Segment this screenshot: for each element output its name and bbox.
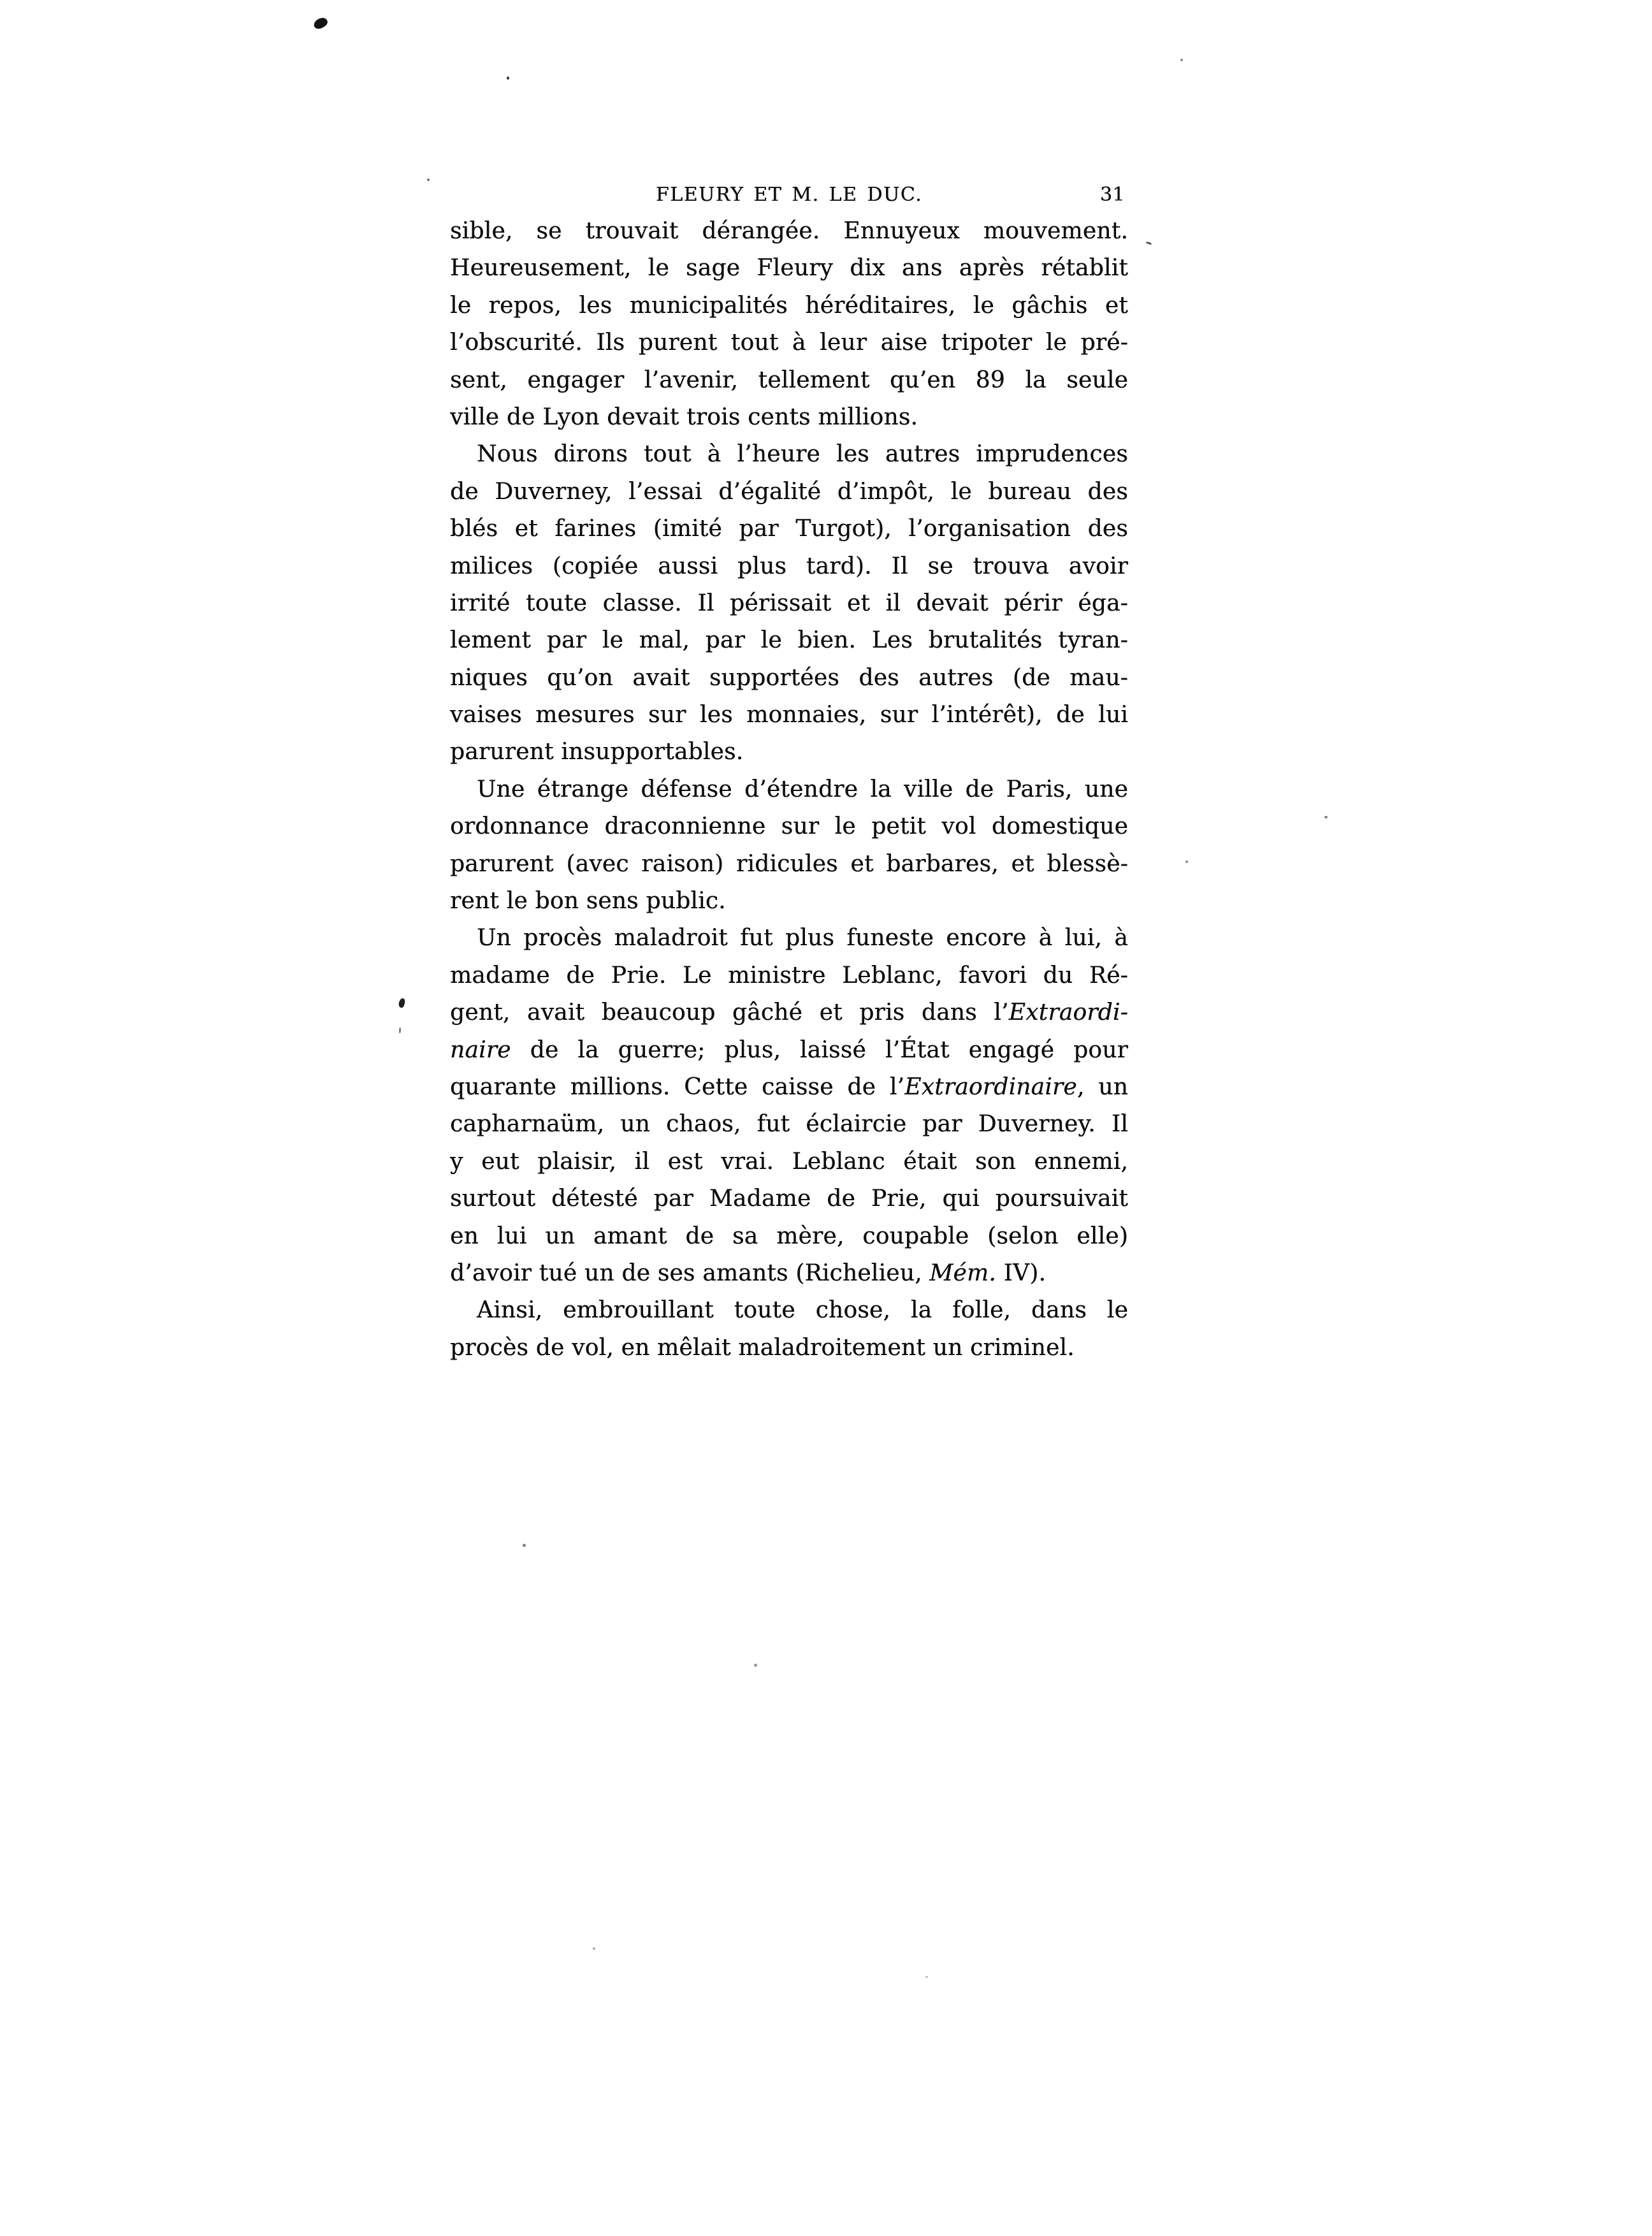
text-line	[450, 994, 1128, 1031]
text-line	[450, 1069, 1128, 1106]
text-segment: Ainsi, embrouillant toute chose, la folle, dans le	[477, 1297, 1128, 1324]
text-segment: vaises mesures sur les monnaies, sur l’intérêt), de lui	[450, 702, 1128, 729]
text-segment: surtout détesté par Madame de Prie, qui poursuivait	[450, 1186, 1128, 1212]
ink-speck	[925, 1976, 928, 1978]
ink-speck	[1185, 860, 1188, 863]
text-segment: Un procès maladroit fut plus funeste encore à lui, à	[477, 925, 1128, 952]
text-line	[450, 436, 1128, 473]
text-segment: IV).	[996, 1260, 1047, 1286]
text-line	[450, 808, 1128, 845]
running-title: FLEURY ET M. LE DUC.	[655, 184, 923, 206]
text-segment: capharnaüm, un chaos, fut éclaircie par Duverney. Il	[450, 1111, 1128, 1138]
text-line	[450, 1106, 1128, 1143]
text-line	[450, 324, 1128, 361]
text-line	[450, 1032, 1128, 1069]
text-line	[450, 399, 1128, 436]
text-segment: niques qu’on avait supportées des autres (de mau-	[450, 664, 1128, 691]
ink-speck	[312, 15, 330, 31]
text-line	[450, 771, 1128, 808]
text-line	[450, 957, 1128, 994]
text-line	[450, 697, 1128, 734]
text-segment: l’obscurité. Ils purent tout à leur aise tripoter le pré-	[450, 330, 1128, 356]
text-line	[450, 287, 1128, 324]
text-line	[450, 1255, 1128, 1292]
text-segment: Nous dirons tout à l’heure les autres imprudences	[477, 441, 1128, 468]
text-segment: y eut plaisir, il est vrai. Leblanc était son ennemi,	[450, 1148, 1128, 1175]
text-segment: gent, avait beaucoup gâché et pris dans l’	[450, 999, 1009, 1026]
body-text	[450, 213, 1128, 1367]
text-line	[450, 883, 1128, 920]
ink-speck	[1146, 242, 1152, 245]
text-line	[450, 660, 1128, 697]
text-line	[450, 846, 1128, 883]
page-number: 31	[1099, 184, 1125, 206]
ink-speck	[593, 1947, 595, 1950]
text-segment: Une étrange défense d’étendre la ville de Paris, une	[477, 776, 1128, 802]
text-segment: rent le bon sens public.	[450, 888, 726, 915]
text-segment: parurent insupportables.	[450, 739, 744, 766]
text-segment: milices (copiée aussi plus tard). Il se trouva avoir	[450, 553, 1128, 579]
text-line	[450, 622, 1128, 659]
page-header	[450, 184, 1128, 210]
text-segment: lement par le mal, par le bien. Les brutalités tyran-	[450, 627, 1128, 654]
ink-speck	[754, 1664, 757, 1667]
text-line	[450, 548, 1128, 585]
text-line	[450, 1330, 1128, 1367]
ink-speck	[1324, 816, 1328, 818]
text-segment: , un	[1076, 1073, 1129, 1100]
ink-speck	[507, 76, 509, 80]
ink-speck	[427, 178, 430, 181]
italic-text-segment: Extraordinaire	[904, 1073, 1077, 1100]
text-segment: ville de Lyon devait trois cents millions.	[450, 403, 918, 430]
text-line	[450, 1143, 1128, 1180]
text-line	[450, 1292, 1128, 1329]
text-line	[450, 1218, 1128, 1255]
text-segment: blés et farines (imité par Turgot), l’organisation des	[450, 516, 1128, 542]
ink-speck	[523, 1544, 526, 1547]
text-line	[450, 213, 1128, 250]
text-segment: parurent (avec raison) ridicules et barbares, et blessè-	[450, 850, 1128, 877]
text-line	[450, 734, 1128, 771]
italic-text-segment: Mém.	[929, 1260, 996, 1286]
ink-speck	[398, 998, 405, 1008]
text-segment: sible, se trouvait dérangée. Ennuyeux mouvement.	[450, 218, 1128, 244]
text-segment: d’avoir tué un de ses amants (Richelieu,	[450, 1260, 930, 1286]
text-segment: le repos, les municipalités héréditaires, le gâchis et	[450, 292, 1128, 319]
text-line	[450, 474, 1128, 511]
text-segment: de la guerre; plus, laissé l’État engagé pour	[511, 1036, 1128, 1063]
text-segment: quarante millions. Cette caisse de l’	[450, 1073, 905, 1100]
text-line	[450, 585, 1128, 622]
text-segment: procès de vol, en mêlait maladroitement un criminel.	[450, 1334, 1075, 1361]
text-line	[450, 511, 1128, 548]
text-segment: sent, engager l’avenir, tellement qu’en 89 la seule	[450, 367, 1128, 393]
text-line	[450, 362, 1128, 399]
text-line	[450, 250, 1128, 287]
ink-speck	[1180, 59, 1183, 61]
text-line	[450, 920, 1128, 957]
text-segment: en lui un amant de sa mère, coupable (selon elle)	[450, 1223, 1128, 1249]
italic-text-segment: naire	[450, 1036, 511, 1063]
text-segment: madame de Prie. Le ministre Leblanc, favori du Ré-	[450, 962, 1128, 989]
text-segment: irrité toute classe. Il périssait et il devait périr éga-	[450, 590, 1128, 616]
text-segment: Heureusement, le sage Fleury dix ans après rétablit	[450, 255, 1128, 282]
italic-text-segment: Extraordi-	[1008, 999, 1128, 1026]
text-segment: de Duverney, l’essai d’égalité d’impôt, le bureau des	[450, 478, 1128, 505]
text-line	[450, 1180, 1128, 1217]
ink-speck	[399, 1027, 402, 1033]
text-segment: ordonnance draconnienne sur le petit vol domestique	[450, 813, 1128, 840]
